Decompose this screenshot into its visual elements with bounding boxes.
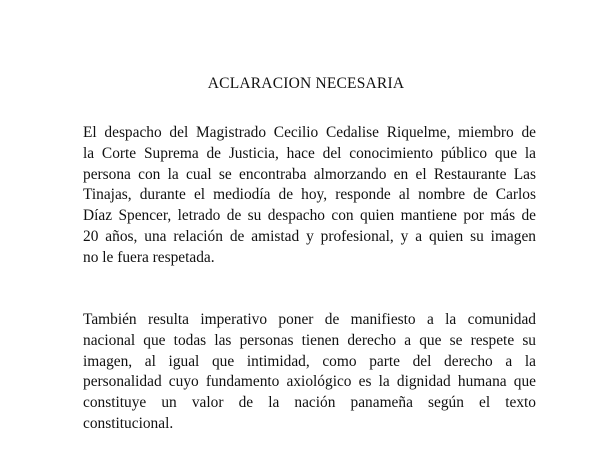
- text-line: la Corte Suprema de Justicia, hace del conocimiento público que la: [83, 144, 536, 162]
- paragraph-rights: [83, 310, 536, 435]
- text-line: constitucional.: [83, 414, 174, 432]
- text-line: El despacho del Magistrado Cecilio Cedalise Riquelme, miembro de: [83, 124, 536, 141]
- text-line: También resulta imperativo poner de manifiesto a la comunidad: [83, 311, 536, 328]
- text-line: no le fuera respetada.: [83, 248, 215, 266]
- text-line: Tinajas, durante el mediodía de hoy, responde al nombre de Carlos: [83, 186, 536, 204]
- text-line: imagen, al igual que intimidad, como parte del derecho a la: [83, 352, 536, 370]
- text-line: constituye un valor de la nación panameña según el texto: [83, 394, 536, 412]
- paragraph-clarification: [83, 123, 536, 269]
- document-title: ACLARACION NECESARIA: [207, 75, 405, 92]
- text-line: persona con la cual se encontraba almorzando en el Restaurante Las: [83, 165, 536, 183]
- text-line: 20 años, una relación de amistad y profesional, y a quien su imagen: [83, 227, 536, 245]
- text-line: nacional que todas las personas tienen derecho a que se respete su: [83, 331, 536, 349]
- text-line: Díaz Spencer, letrado de su despacho con quien mantiene por más de: [83, 207, 536, 225]
- text-line: personalidad cuyo fundamento axiológico es la dignidad humana que: [83, 373, 536, 391]
